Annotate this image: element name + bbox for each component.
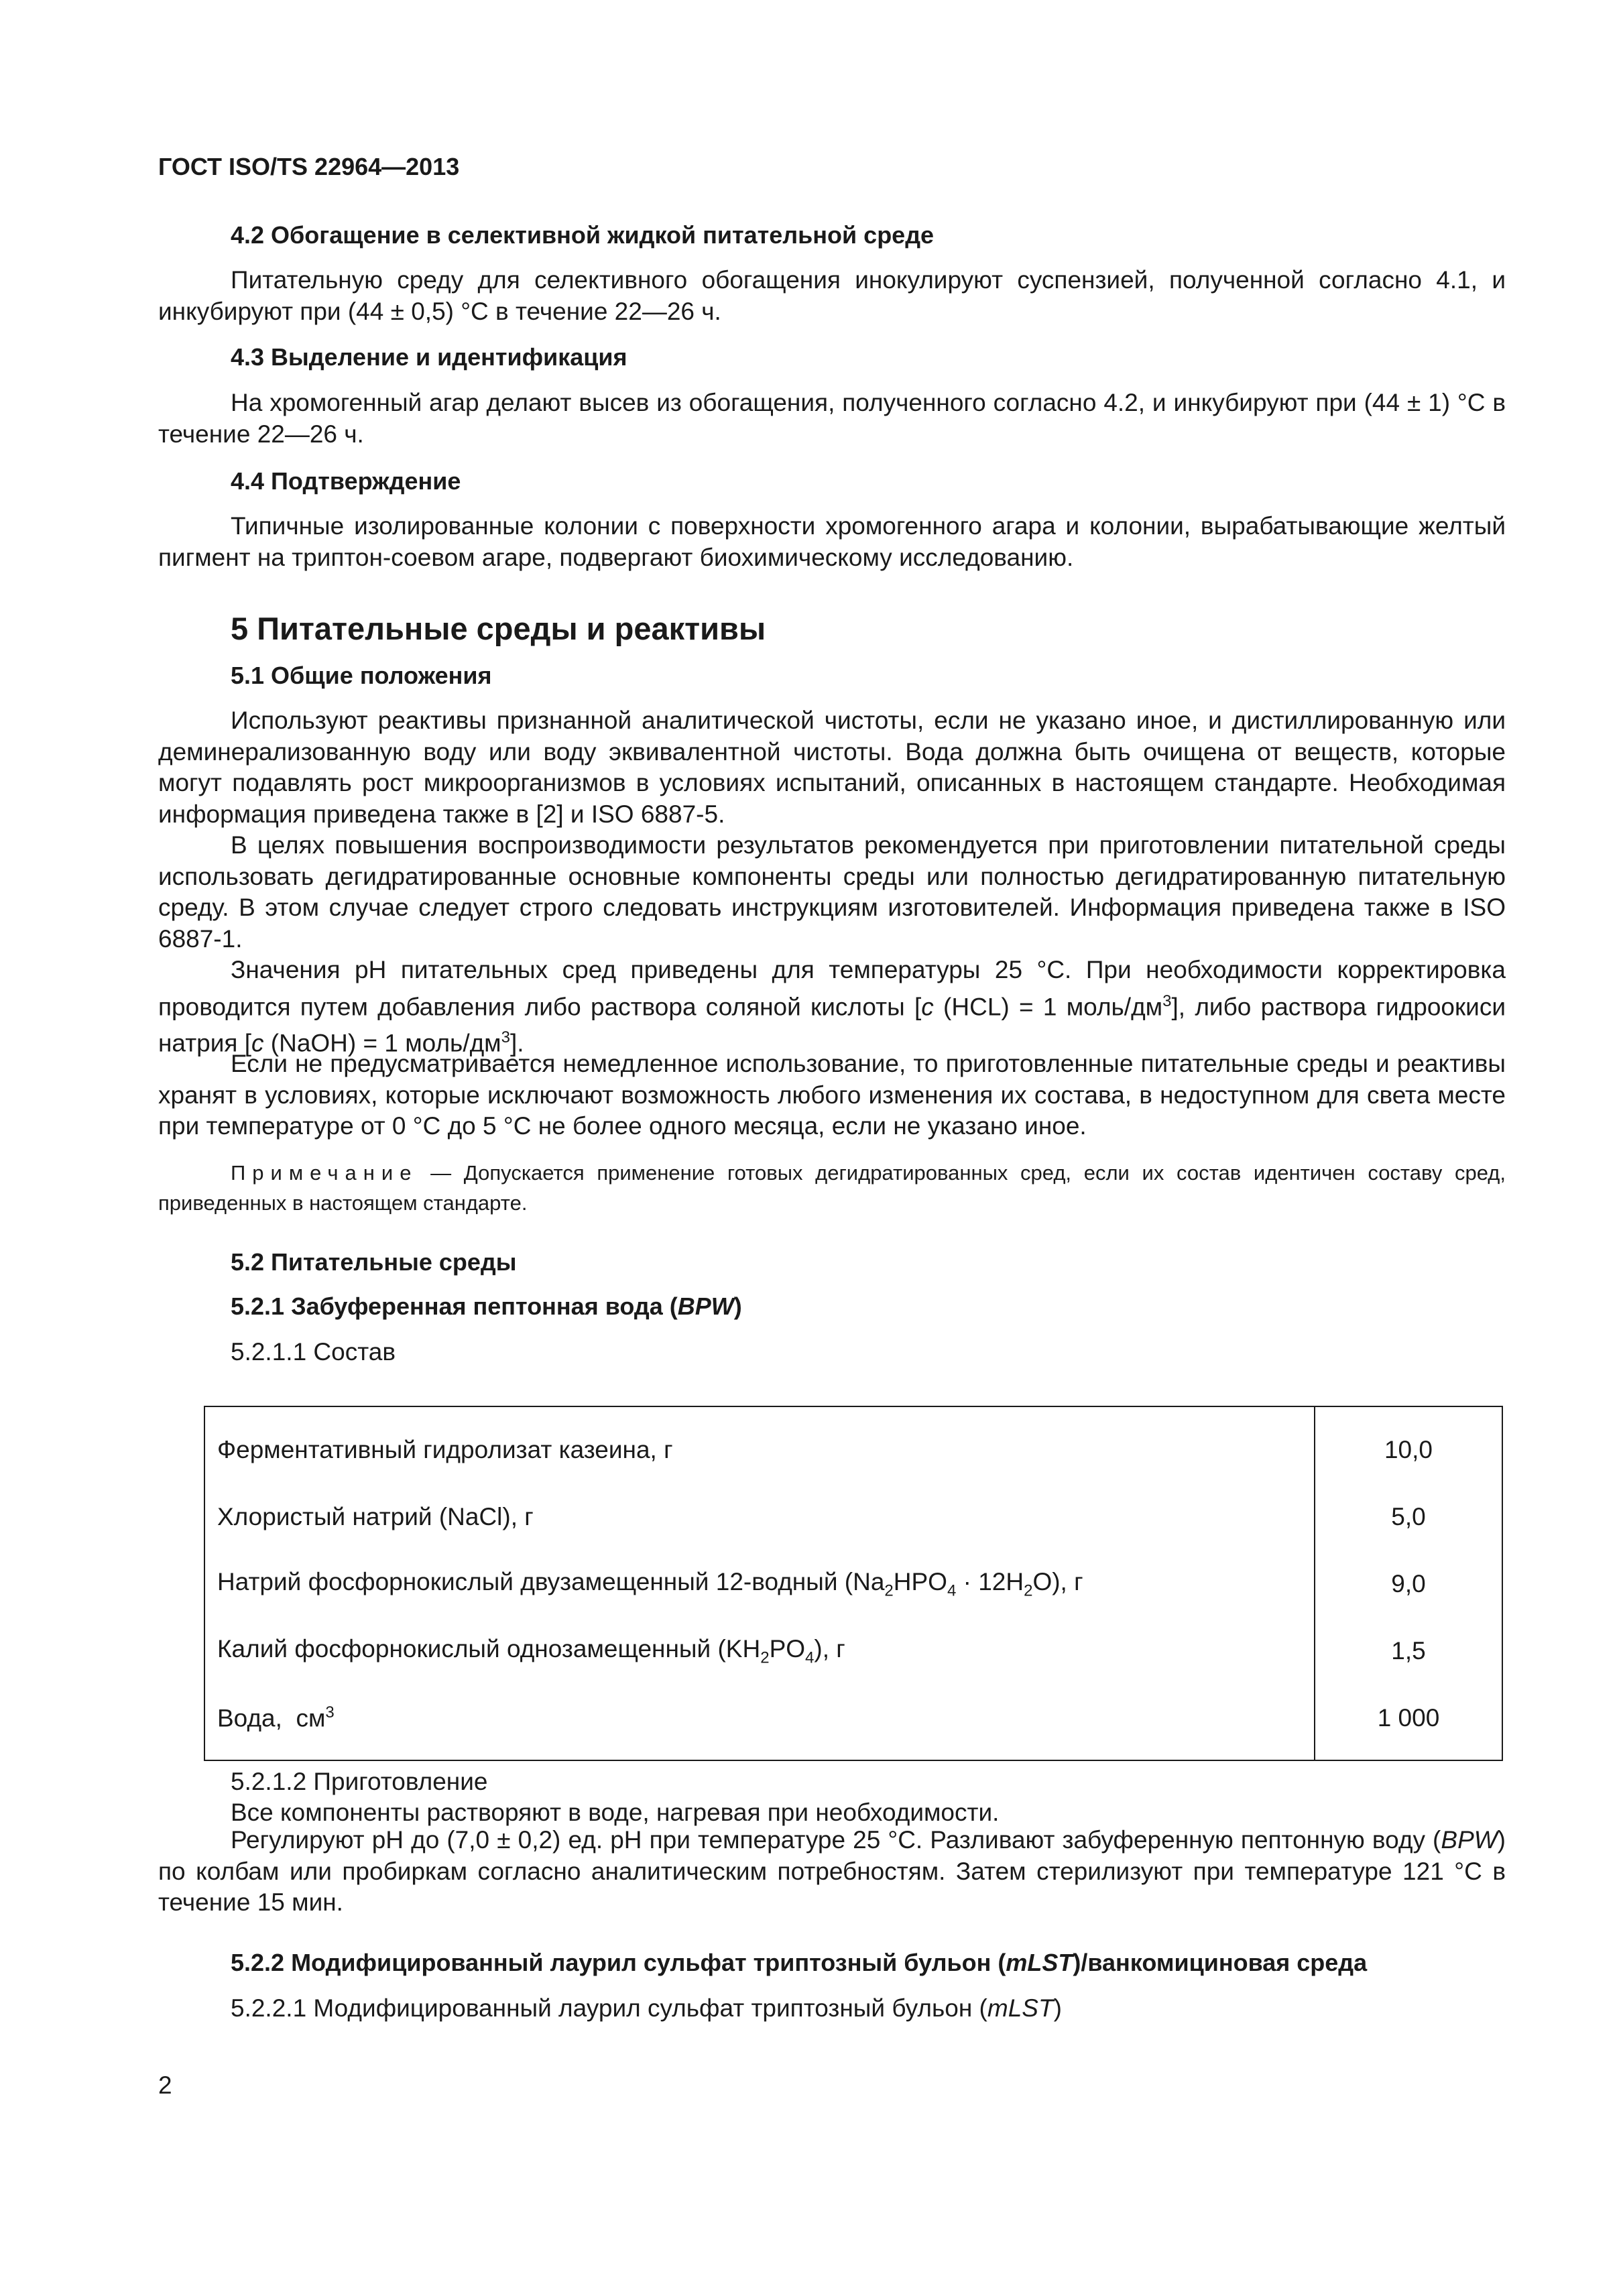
- section-5-2-1-1-title: 5.2.1.1 Состав: [231, 1338, 396, 1366]
- table-row: [204, 1551, 1502, 1618]
- section-5-1-paragraph-4: Если не предусматривается немедленное использование, то приготовленные питательные среды и реактивы хранят в условиях, которые исключают возможность любого изменения их состава, в недоступном для света месте при температуре от 0 °С до 5 °С не более одного месяца, если не указано иное.: [158, 1050, 1506, 1140]
- note-label: Примечание: [231, 1161, 418, 1185]
- section-5-1-paragraph-3: Значения рН питательных сред приведены для температуры 25 °С. При необходимости корректировка проводится путем добавления либо раствора соляной кислоты [c (HCL) = 1 моль/$дм^3$], либо раствора гидроокиси натрия [c (NaOH) = 1 моль/$дм^3$].: [158, 956, 1506, 1057]
- table-row: [204, 1618, 1502, 1685]
- section-5-1-title: 5.1 Общие положения: [231, 662, 492, 689]
- section-4-3-title: 4.3 Выделение и идентификация: [231, 343, 627, 371]
- standard-id-header: ГОСТ ISO/TS 22964—2013: [158, 153, 460, 180]
- component-name: Калий фосфорнокислый однозамещенный $(KH_2PO_4)$, г: [217, 1634, 845, 1667]
- section-5-2-2-title: 5.2.2 Модифицированный лаурил сульфат триптозный бульон (mLST)/ванкомициновая среда: [231, 1949, 1368, 1976]
- section-4-3-text: На хромогенный агар делают высев из обогащения, полученного согласно 4.2, и инкубируют при (44 ± 1) °С в течение 22—26 ч.: [158, 389, 1506, 448]
- component-amount: 10,0: [1315, 1406, 1502, 1484]
- note-text: — Допускается применение готовых дегидратированных сред, если их состав идентичен составу сред, приведенных в настоящем стандарте.: [158, 1161, 1506, 1215]
- page-number: 2: [158, 2071, 172, 2099]
- section-5-title: 5 Питательные среды и реактивы: [231, 611, 766, 646]
- section-4-4-title: 4.4 Подтверждение: [231, 467, 461, 495]
- component-amount: 1,5: [1315, 1618, 1502, 1685]
- component-name: Ферментативный гидролизат казеина, г: [217, 1436, 673, 1463]
- component-amount: 9,0: [1315, 1551, 1502, 1618]
- section-5-1-paragraph-2: В целях повышения воспроизводимости результатов рекомендуется при приготовлении питательной среды использовать дегидратированные основные компоненты среды или полностью дегидратированную питательную среду. В этом случае следует строго следовать инструкциям изготовителей. Информация приведена также в ISO 6887-1.: [158, 831, 1506, 953]
- table-row: [204, 1685, 1502, 1760]
- section-5-1-paragraph-1: Используют реактивы признанной аналитической чистоты, если не указано иное, и дистиллированную или деминерализованную воду или воду эквивалентной чистоты. Вода должна быть очищена от веществ, которые могут подавлять рост микроорганизмов в условиях испытаний, описанных в настоящем стандарте. Необходимая информация приведена также в [2] и ISO 6887-5.: [158, 707, 1506, 828]
- composition-table: [204, 1406, 1503, 1761]
- section-4-2-title: 4.2 Обогащение в селективной жидкой питательной среде: [231, 221, 935, 249]
- section-4-2-text: Питательную среду для селективного обогащения инокулируют суспензией, полученной согласно 4.1, и инкубируют при (44 ± 0,5) °С в течение 22—26 ч.: [158, 266, 1506, 325]
- component-name: Вода, $см^3$: [217, 1703, 335, 1732]
- table-row: [204, 1484, 1502, 1551]
- section-5-2-1-2-title: 5.2.1.2 Приготовление: [231, 1768, 488, 1795]
- section-5-2-1-title: 5.2.1 Забуференная пептонная вода (BPW): [231, 1292, 742, 1320]
- component-amount: 1 000: [1315, 1685, 1502, 1760]
- component-amount: 5,0: [1315, 1484, 1502, 1551]
- section-5-2-2-1-title: 5.2.2.1 Модифицированный лаурил сульфат триптозный бульон (mLST): [231, 1994, 1062, 2022]
- component-name: Хлористый натрий (NaCl), г: [217, 1503, 534, 1530]
- section-5-2-title: 5.2 Питательные среды: [231, 1248, 517, 1276]
- table-row: [204, 1406, 1502, 1484]
- preparation-text-2: Регулируют рН до (7,0 ± 0,2) ед. рН при температуре 25 °С. Разливают забуференную пептонную воду (BPW) по колбам или пробиркам согласно аналитическим потребностям. Затем стерилизуют при температуре 121 °С в течение 15 мин.: [158, 1826, 1506, 1916]
- preparation-text-1: Все компоненты растворяют в воде, нагревая при необходимости.: [231, 1799, 1000, 1826]
- section-4-4-text: Типичные изолированные колонии с поверхности хромогенного агара и колонии, вырабатывающие желтый пигмент на триптон-соевом агаре, подвергают биохимическому исследованию.: [158, 512, 1506, 571]
- section-5-1-note: [158, 1158, 1506, 1218]
- component-name: Натрий фосфорнокислый двузамещенный 12-водный $(Na_2HPO_4 \cdot 12H_2O)$, г: [217, 1567, 1083, 1600]
